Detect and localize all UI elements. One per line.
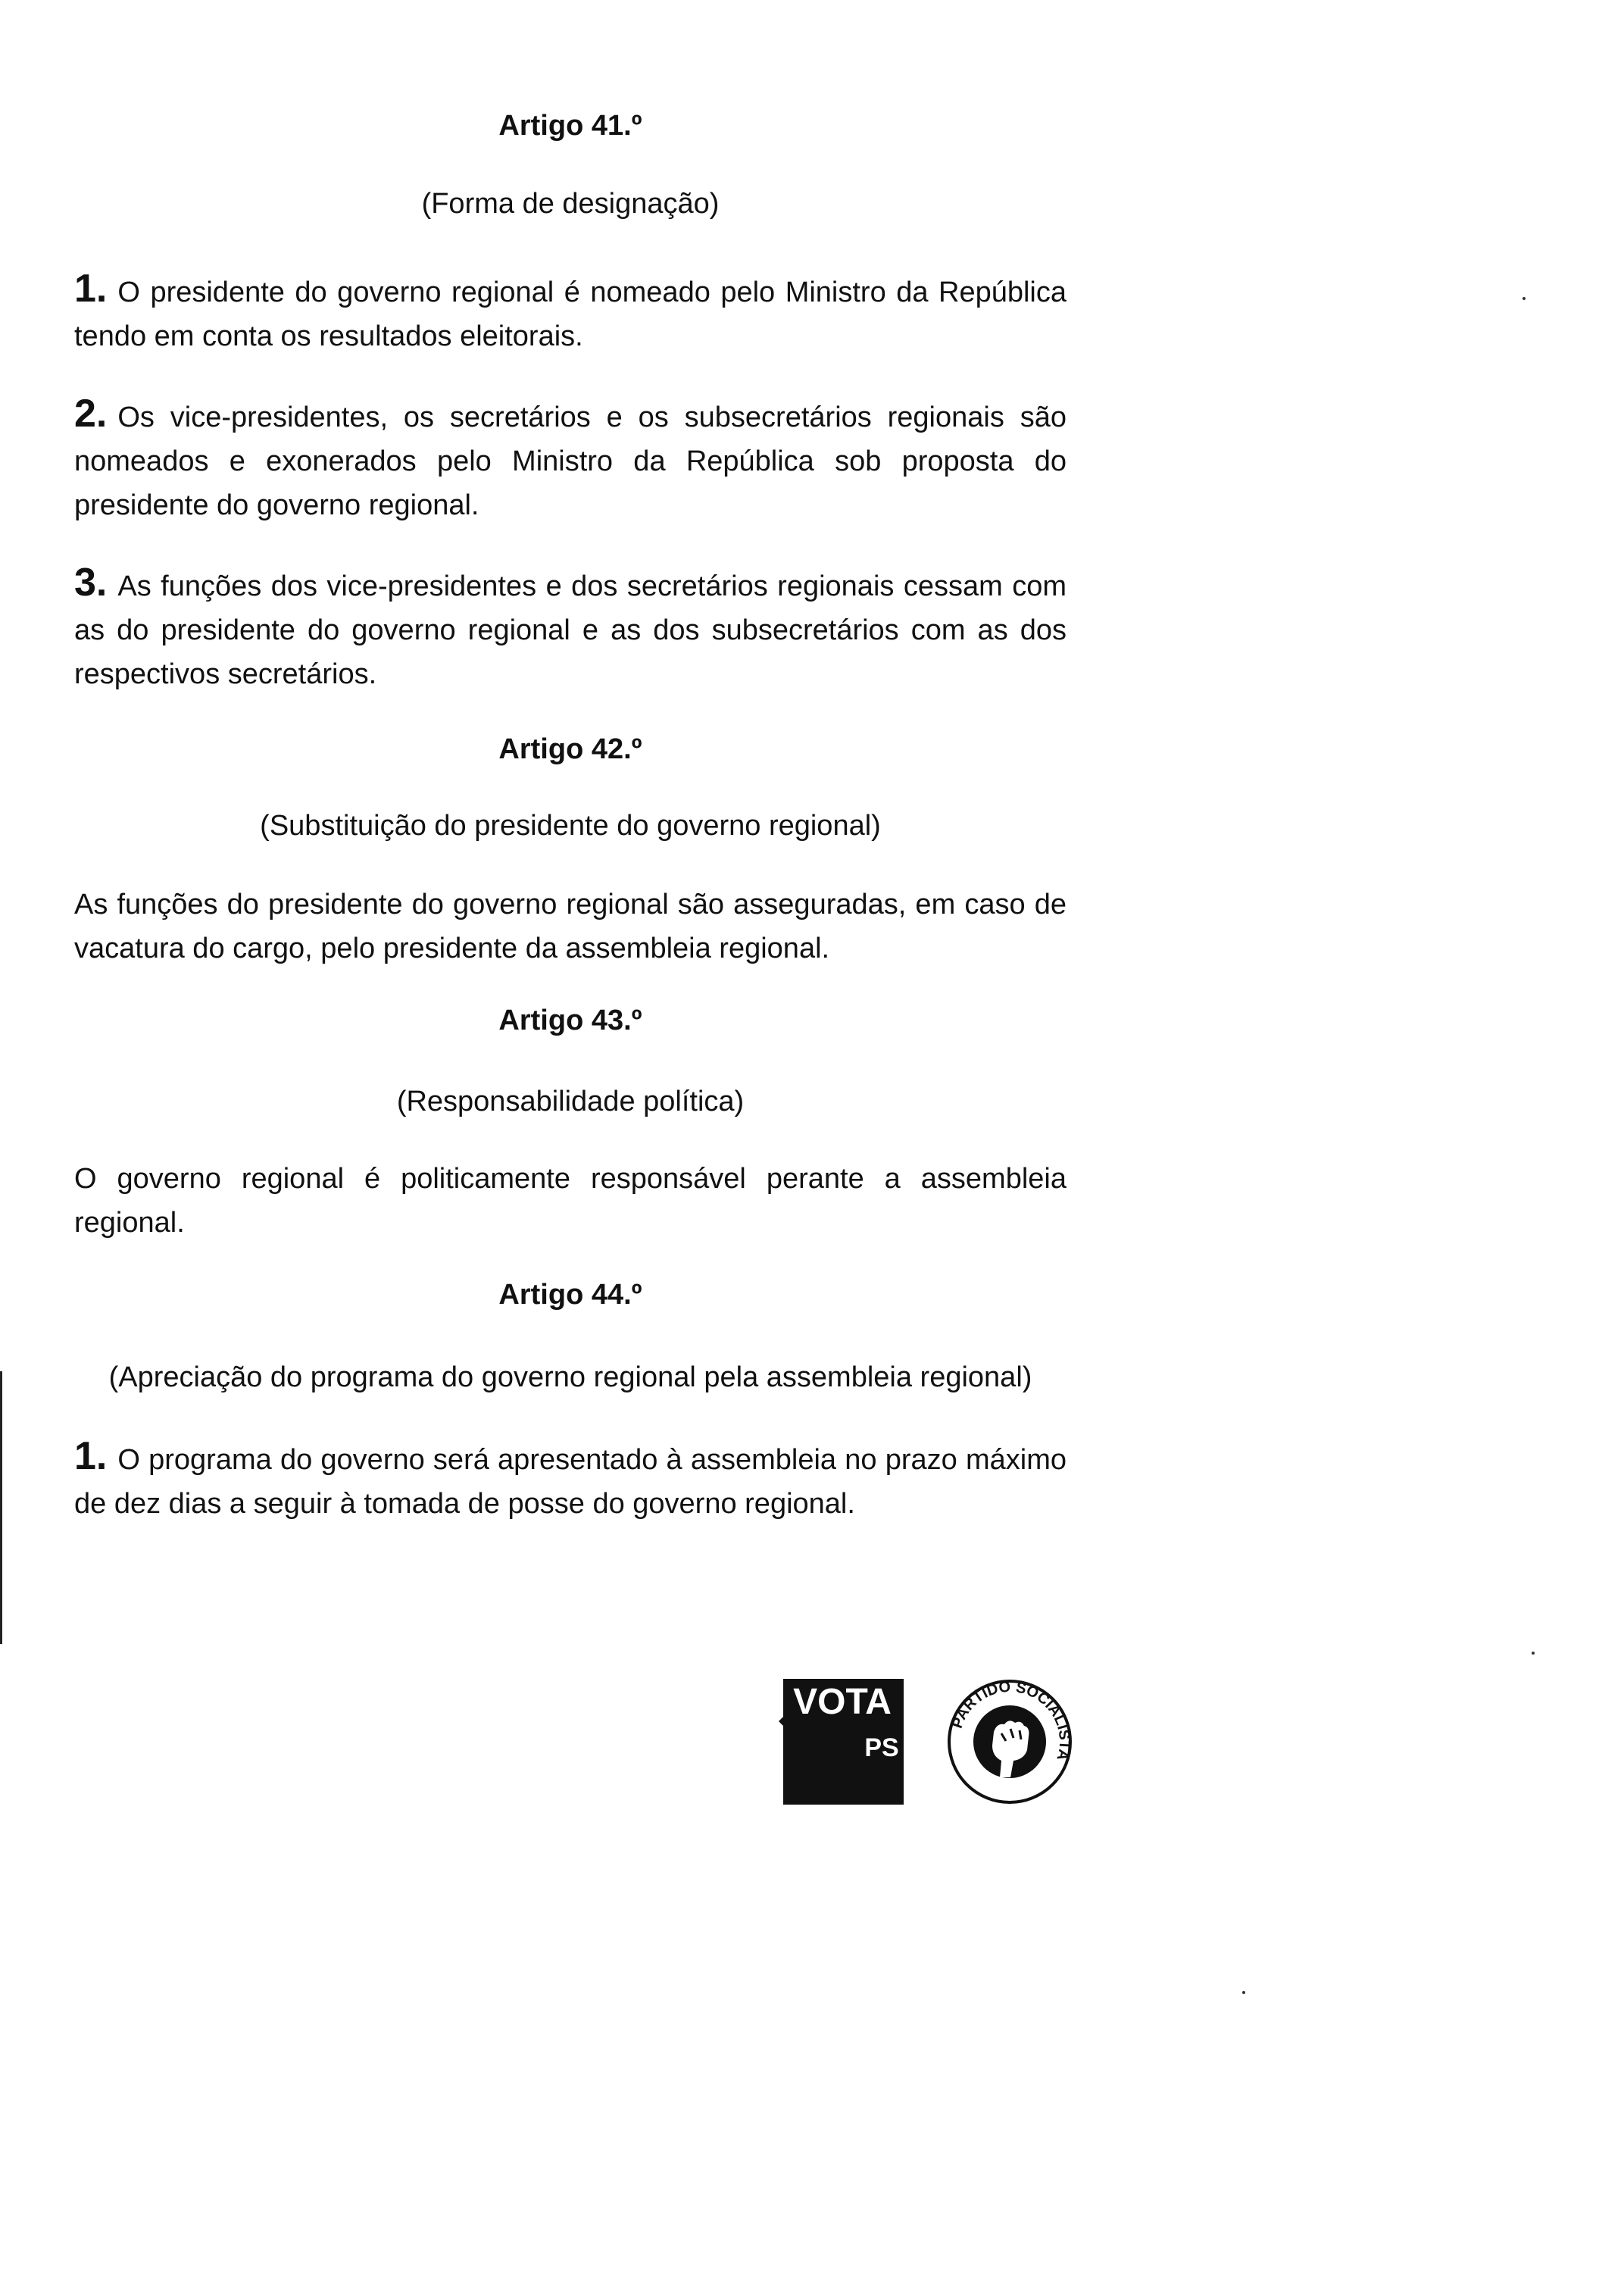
- partido-socialista-seal: [947, 1679, 1073, 1805]
- vota-ps-logo: [779, 1679, 904, 1805]
- scan-speck: [1522, 297, 1526, 300]
- article-paragraph: [74, 267, 1067, 358]
- paragraph-text: As funções do presidente do governo regional são asseguradas, em caso de vacatura do cargo, pelo presidente da assembleia regional.: [74, 889, 1067, 964]
- vota-ps-logo-word: VOTA: [793, 1682, 892, 1722]
- article-44: [74, 1275, 1067, 1526]
- article-heading: Artigo 42.º: [498, 733, 642, 765]
- paragraph-number: 2.: [74, 392, 108, 436]
- paragraph-number: 1.: [74, 1434, 108, 1478]
- scan-speck: [1242, 1991, 1245, 1994]
- article-paragraph: [74, 883, 1067, 970]
- vota-ps-logo-ps: PS: [864, 1733, 899, 1762]
- article-subtitle: (Substituição do presidente do governo regional): [260, 810, 881, 842]
- article-subtitle: (Apreciação do programa do governo regional pela assembleia regional): [108, 1361, 1032, 1393]
- scan-edge-line: [0, 1371, 2, 1644]
- seal-ring-text: PARTIDO SOCIALISTA: [948, 1679, 1073, 1763]
- article-paragraph: [74, 392, 1067, 527]
- paragraph-text: Os vice-presidentes, os secretários e os subsecretários regionais são nomeados e exonerados pelo Ministro da República sob proposta do presidente do governo regional.: [74, 402, 1067, 521]
- document-text-column: [74, 106, 1067, 1526]
- article-paragraph: [74, 561, 1067, 696]
- paragraph-number: 3.: [74, 561, 108, 605]
- article-paragraph: [74, 1434, 1067, 1526]
- paragraph-text: O governo regional é politicamente responsável perante a assembleia regional.: [74, 1163, 1067, 1239]
- article-42: [74, 730, 1067, 970]
- article-heading: Artigo 41.º: [498, 110, 642, 142]
- article-heading: Artigo 43.º: [498, 1005, 642, 1036]
- article-43: [74, 1001, 1067, 1245]
- article-heading: Artigo 44.º: [498, 1279, 642, 1311]
- scan-speck: [1532, 1652, 1535, 1655]
- article-subtitle: (Responsabilidade política): [396, 1086, 745, 1117]
- paragraph-text: As funções dos vice-presidentes e dos secretários regionais cessam com as do presidente do governo regional e as dos subsecretários com as dos respectivos secretários.: [74, 570, 1067, 690]
- paragraph-text: O presidente do governo regional é nomeado pelo Ministro da República tendo em conta os resultados eleitorais.: [74, 277, 1067, 352]
- article-subtitle: (Forma de designação): [421, 188, 720, 220]
- article-41: [74, 106, 1067, 696]
- article-paragraph: [74, 1157, 1067, 1245]
- paragraph-text: O programa do governo será apresentado à assembleia no prazo máximo de dez dias a seguir à tomada de posse do governo regional.: [74, 1444, 1067, 1520]
- party-logos: [779, 1679, 1074, 1808]
- paragraph-number: 1.: [74, 267, 108, 311]
